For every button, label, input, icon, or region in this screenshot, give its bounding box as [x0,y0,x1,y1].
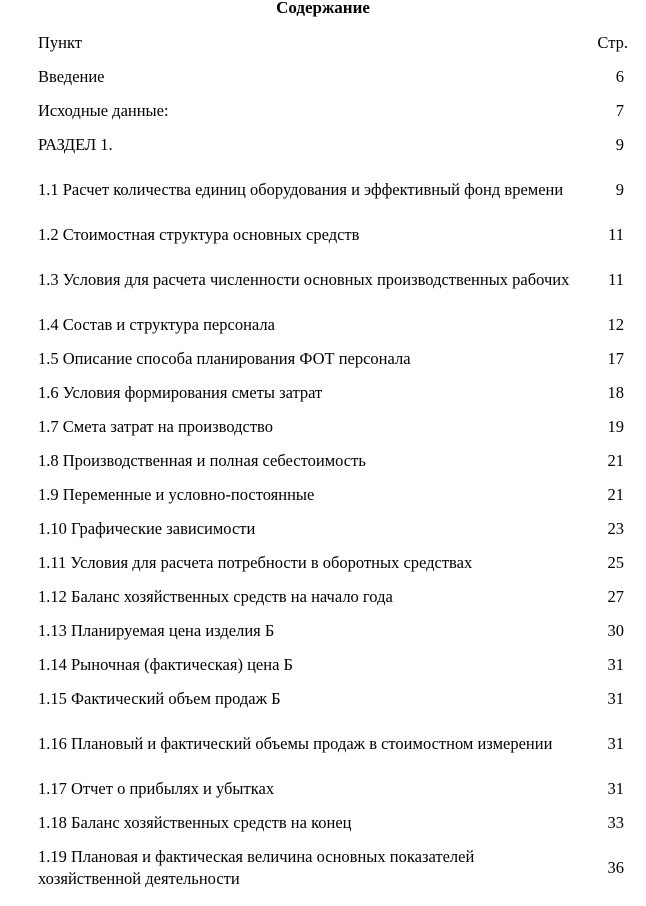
toc-entry-label: 1.19 Плановая и фактическая величина основных показателей хозяйственной деятельности [38,847,475,888]
toc-entry-page: 11 [608,270,624,289]
toc-entry [38,218,628,252]
toc-entry [38,308,628,342]
toc-entry-page: 18 [607,383,624,402]
toc-entry [38,60,628,94]
toc-entry-page: 12 [607,315,624,334]
toc-entry-page: 11 [608,225,624,244]
toc-entry-page: 17 [607,349,624,368]
toc-entry-label: 1.8 Производственная и полная себестоимость [38,451,366,470]
toc-entry [38,376,628,410]
toc-entry [38,806,628,840]
toc-entry-label: 1.1 Расчет количества единиц оборудования и эффективный фонд времени [38,180,564,199]
toc-entry [38,648,628,682]
toc-entry [38,716,628,772]
toc-entry-label: 1.10 Графические зависимости [38,519,256,538]
toc-entry-page: 31 [607,655,624,674]
toc-entry-page: 33 [607,813,624,832]
toc-entry-page: 36 [607,858,624,877]
table-of-contents [38,26,628,896]
toc-entry-page: 31 [607,779,624,798]
toc-entry-label: 1.15 Фактический объем продаж Б [38,689,281,708]
toc-entry [38,128,628,162]
toc-header-page: Стр. [597,33,628,52]
toc-entry-label: 1.11 Условия для расчета потребности в оборотных средствах [38,553,473,572]
toc-entry-label: 1.6 Условия формирования сметы затрат [38,383,323,402]
toc-entry-page: 19 [607,417,624,436]
toc-entry [38,252,628,308]
toc-entry-page: 6 [615,67,624,86]
toc-entry [38,478,628,512]
toc-entry-page: 31 [607,689,624,708]
toc-entry-label: 1.14 Рыночная (фактическая) цена Б [38,655,293,674]
toc-entry-label: 1.2 Стоимостная структура основных средств [38,225,360,244]
toc-entry-page: 21 [607,451,624,470]
toc-entry-page: 30 [607,621,624,640]
toc-entry-label: 1.18 Баланс хозяйственных средств на конец [38,813,352,832]
toc-entry-label: 1.4 Состав и структура персонала [38,315,275,334]
toc-entry-label: Исходные данные: [38,101,169,120]
toc-entry [38,546,628,580]
toc-entry [38,580,628,614]
toc-entry [38,840,628,896]
toc-entry-page: 9 [615,135,624,154]
toc-entry-page: 25 [607,553,624,572]
toc-entry-label: 1.13 Планируемая цена изделия Б [38,621,275,640]
toc-header [38,26,628,60]
toc-entry [38,94,628,128]
toc-entry [38,444,628,478]
toc-entry [38,614,628,648]
toc-entry [38,342,628,376]
toc-entry-label: 1.16 Плановый и фактический объемы продаж в стоимостном измерении [38,734,553,753]
toc-entry-page: 31 [607,734,624,753]
toc-entry-label: 1.3 Условия для расчета численности основных производственных рабочих [38,270,570,289]
page-title: Содержание [276,0,370,17]
toc-entry-label: 1.7 Смета затрат на производство [38,417,273,436]
toc-entry [38,410,628,444]
toc-entry-page: 23 [607,519,624,538]
toc-entry-page: 9 [615,180,624,199]
toc-entry-label: 1.9 Переменные и условно-постоянные [38,485,315,504]
toc-entry-label: 1.12 Баланс хозяйственных средств на начало года [38,587,393,606]
toc-entry-page: 27 [607,587,624,606]
toc-entry-label: 1.5 Описание способа планирования ФОТ персонала [38,349,411,368]
toc-entry-label: 1.17 Отчет о прибылях и убытках [38,779,275,798]
toc-entry-page: 7 [615,101,624,120]
toc-entry [38,162,628,218]
toc-entry-label: Введение [38,67,105,86]
toc-entry [38,682,628,716]
toc-entry-page: 21 [607,485,624,504]
toc-entry [38,512,628,546]
toc-entry-label: РАЗДЕЛ 1. [38,135,113,154]
toc-entry [38,772,628,806]
toc-header-item: Пункт [38,33,83,52]
